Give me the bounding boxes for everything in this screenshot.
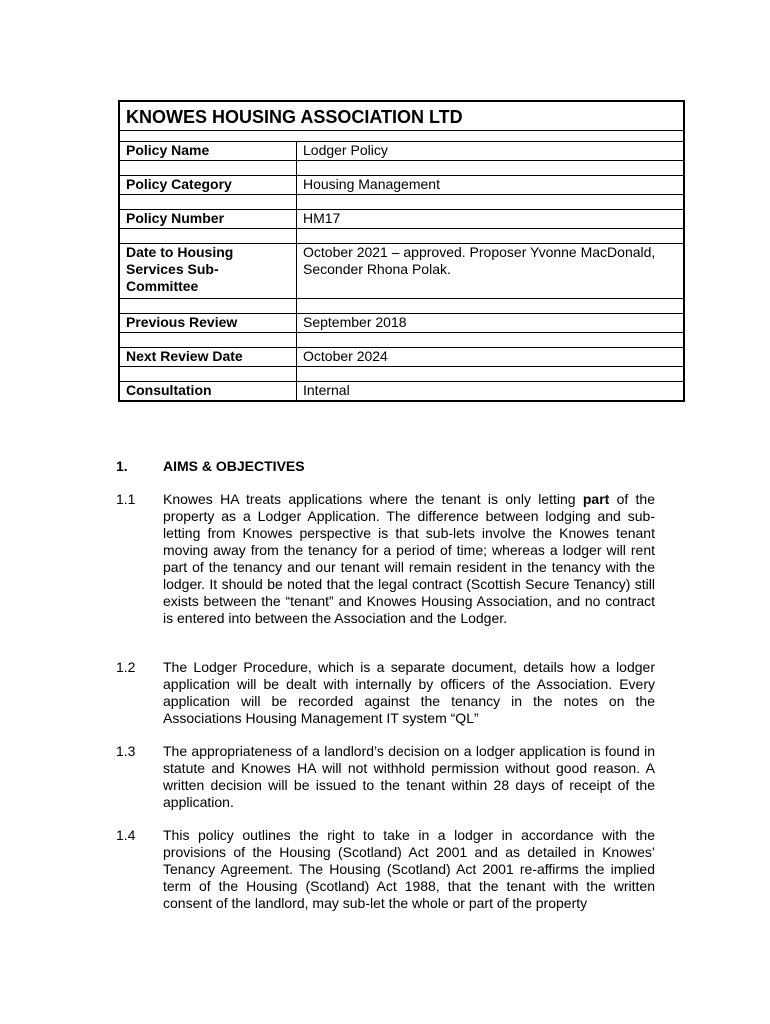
label-previous-review: Previous Review: [119, 314, 297, 333]
paragraph-text: The appropriateness of a landlord’s decision on a lodger application is found in statute and Knowes HA will not withhold permission without good reason. A written decision will be issued to the tenant within 28 days of receipt of the application.: [163, 743, 655, 810]
policy-info-table: [118, 100, 685, 402]
paragraph-text: This policy outlines the right to take in a lodger in accordance with the provisions of the Housing (Scotland) Act 2001 and as detailed in Knowes’ Tenancy Agreement. The Housing (Scotland) Act 2001 re-affirms the implied term of the Housing (Scotland) Act 1988, that the tenant with the written consent of the landlord, may sub-let the whole or part of the property: [163, 827, 655, 911]
bold-part: part: [582, 491, 610, 507]
paragraph-1-3: [116, 743, 655, 811]
row-date-to-committee: [119, 244, 684, 299]
paragraph-1-1: [116, 491, 655, 627]
paragraph-text: Knowes HA treats applications where the tenant is only letting part of the property as a Lodger Application. The difference between lodging and sub-letting from Knowes perspective is that sub-lets involve the Knowes tenant moving away from the tenancy for a period of time; whereas a lodger will rent part of the tenancy and our tenant will remain resident in the tenancy with the lodger. It should be noted that the legal contract (Scottish Secure Tenancy) still exists between the “tenant” and Knowes Housing Association, and no contract is entered into between the Association and the Lodger.: [163, 491, 656, 626]
paragraph-number: 1.2: [116, 659, 136, 675]
value-policy-name: Lodger Policy: [297, 142, 685, 161]
row-previous-review: [119, 314, 684, 333]
row-policy-number: [119, 210, 684, 229]
paragraph-number: 1.4: [116, 827, 136, 843]
row-policy-name: [119, 142, 684, 161]
row-policy-category: [119, 176, 684, 195]
label-policy-category: Policy Category: [119, 176, 297, 195]
label-consultation: Consultation: [119, 382, 297, 402]
paragraph-1-4: [116, 827, 655, 912]
row-consultation: [119, 382, 684, 402]
section-number: 1.: [116, 458, 128, 474]
value-next-review: October 2024: [297, 348, 685, 367]
label-policy-name: Policy Name: [119, 142, 297, 161]
value-policy-number: HM17: [297, 210, 685, 229]
label-next-review: Next Review Date: [119, 348, 297, 367]
value-date-to-committee: October 2021 – approved. Proposer Yvonne MacDonald, Seconder Rhona Polak.: [297, 244, 685, 299]
org-title: KNOWES HOUSING ASSOCIATION LTD: [119, 101, 684, 131]
paragraph-1-2: [116, 659, 655, 727]
value-policy-category: Housing Management: [297, 176, 685, 195]
row-next-review: [119, 348, 684, 367]
section-title: AIMS & OBJECTIVES: [163, 458, 305, 474]
value-consultation: Internal: [297, 382, 685, 402]
paragraph-number: 1.1: [116, 491, 136, 507]
label-policy-number: Policy Number: [119, 210, 297, 229]
paragraph-number: 1.3: [116, 743, 136, 759]
value-previous-review: September 2018: [297, 314, 685, 333]
paragraph-text: The Lodger Procedure, which is a separate document, details how a lodger application will be dealt with internally by officers of the Association. Every application will be recorded against the tenancy in the notes on the Associations Housing Management IT system “QL”: [163, 659, 655, 726]
label-date-to-committee: Date to Housing Services Sub-Committee: [119, 244, 297, 299]
